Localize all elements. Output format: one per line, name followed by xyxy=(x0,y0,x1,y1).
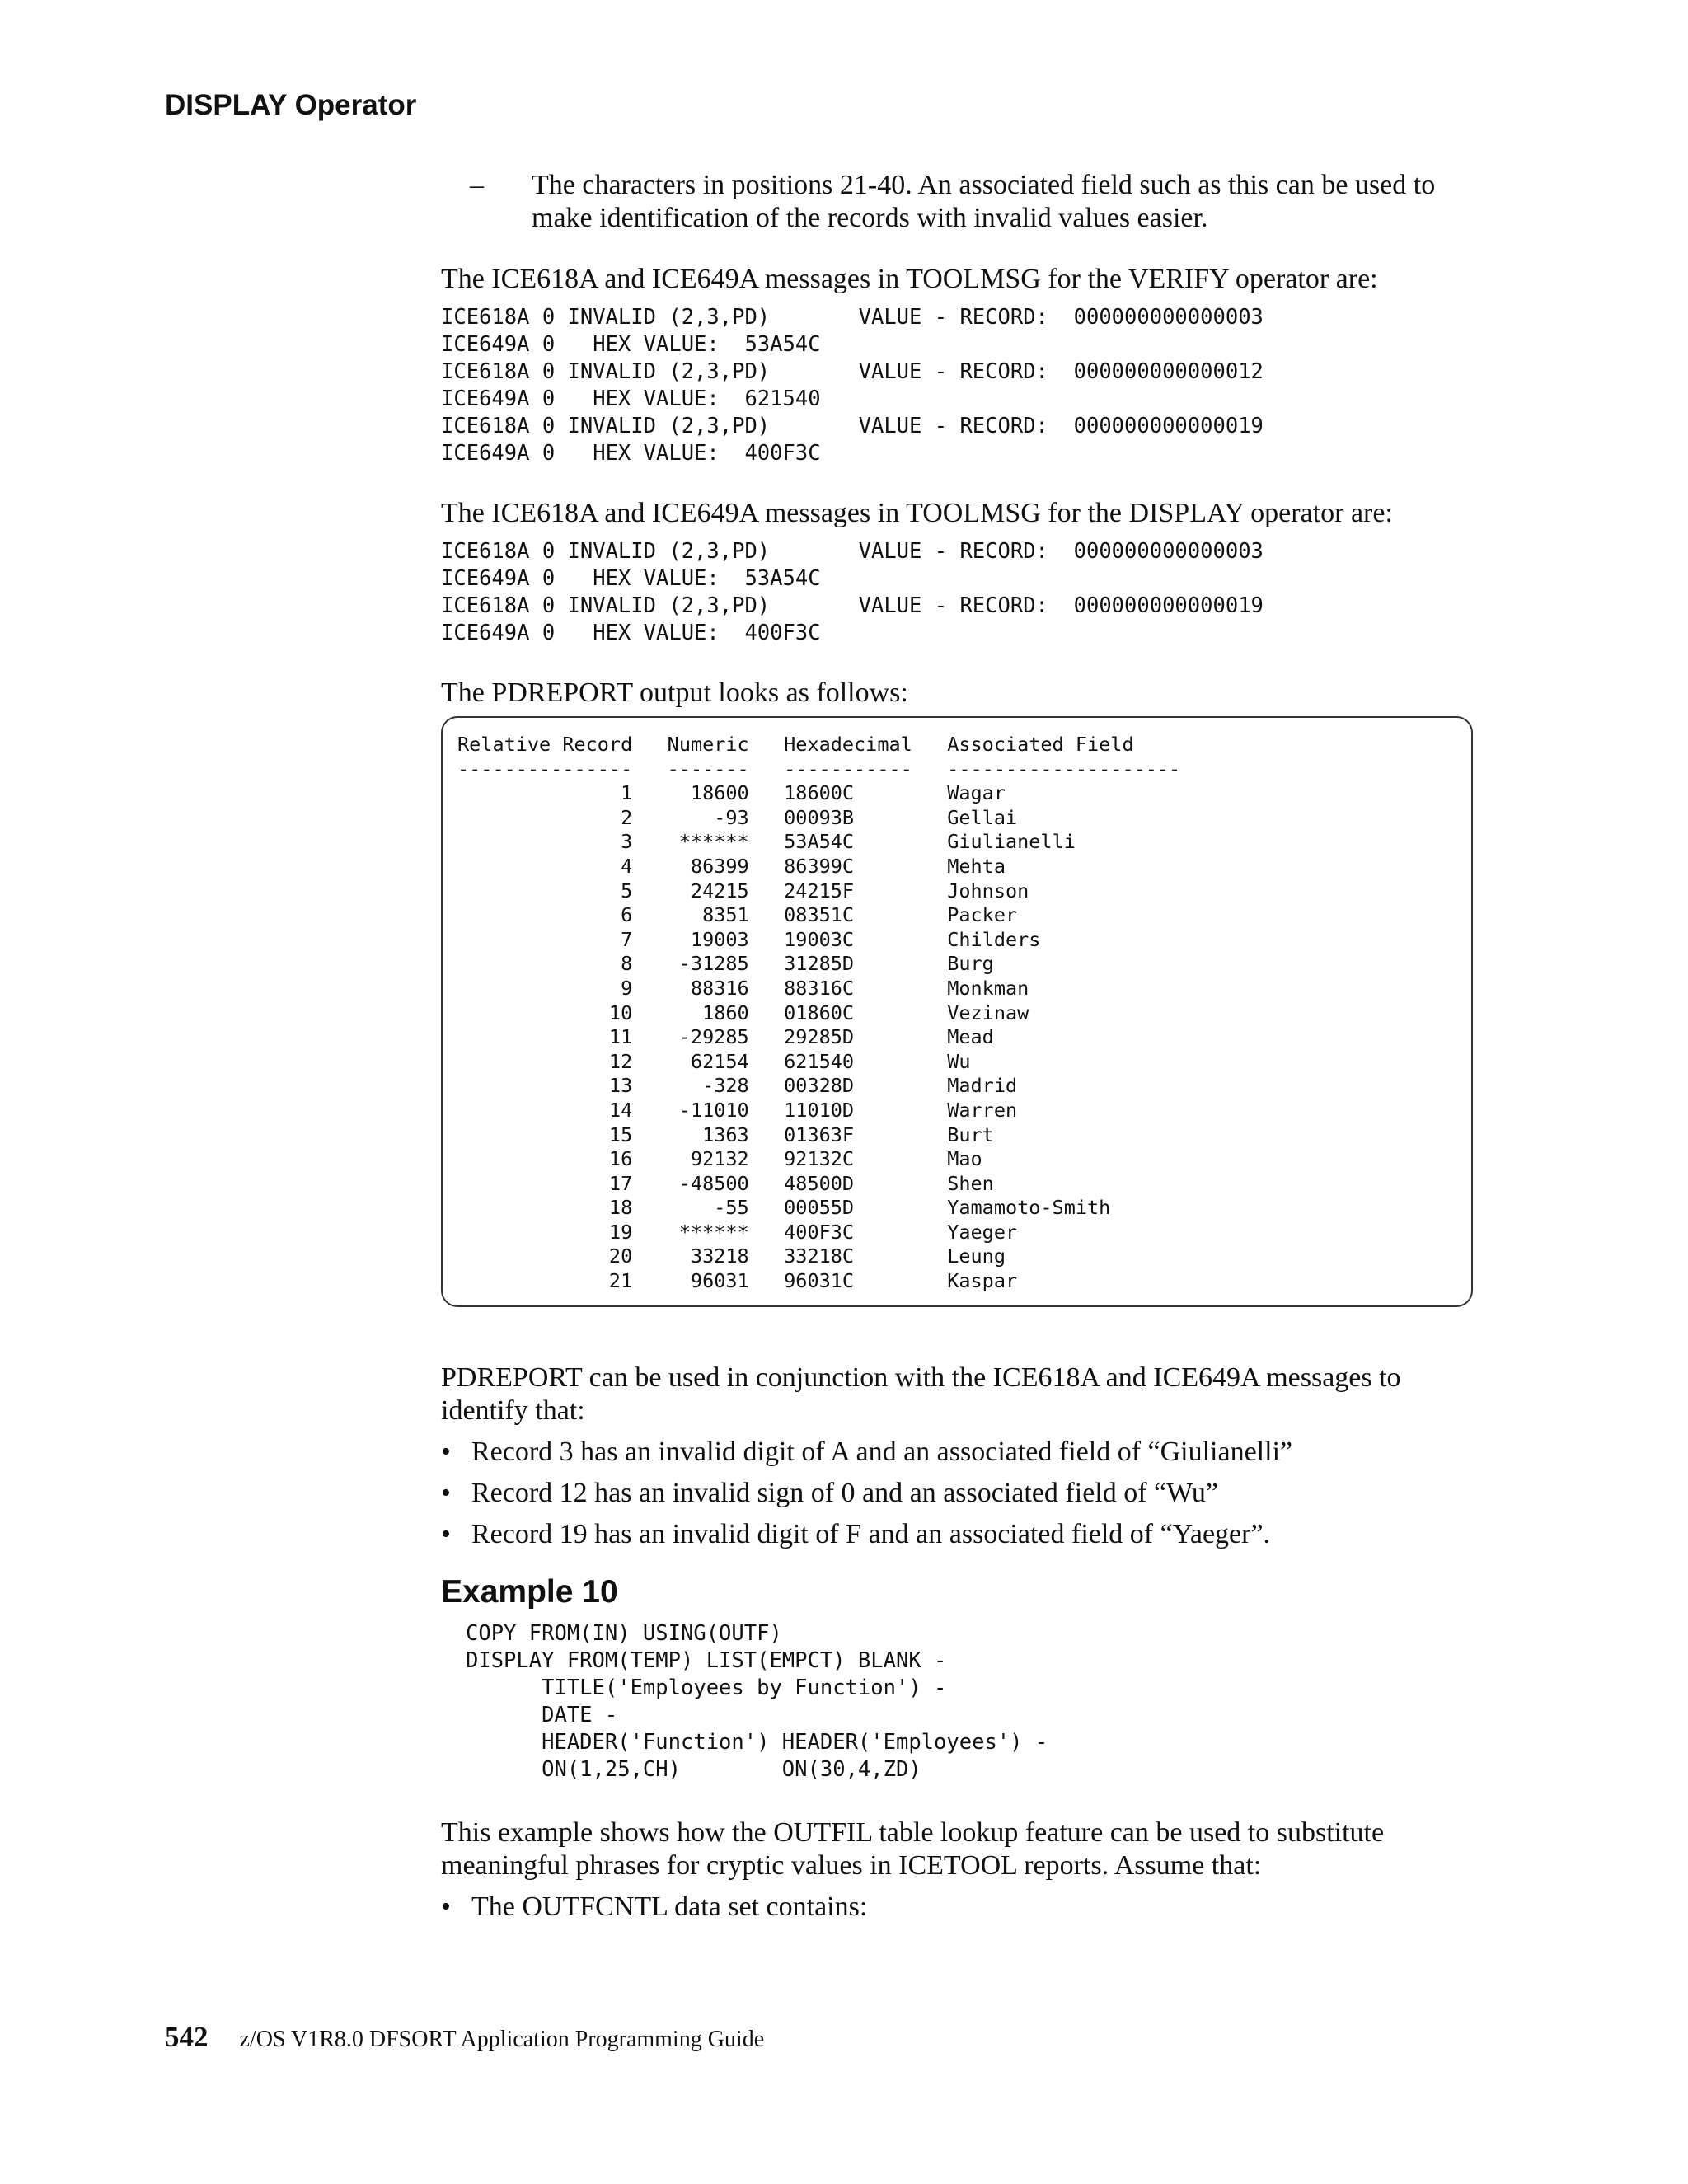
list-item xyxy=(441,1518,1488,1551)
page-number: 542 xyxy=(165,2021,209,2053)
outfil-paragraph: This example shows how the OUTFIL table lookup feature can be used to substitute meaningful phrases for cryptic values in ICETOOL reports. Assume that: xyxy=(441,1816,1385,1881)
pdreport-output-box xyxy=(441,716,1473,1307)
page-content xyxy=(441,169,1488,1924)
page-footer xyxy=(165,2021,764,2054)
finding-text: Record 12 has an invalid sign of 0 and an associated field of “Wu” xyxy=(471,1477,1218,1508)
finding-text: Record 19 has an invalid digit of F and an associated field of “Yaeger”. xyxy=(471,1518,1271,1549)
list-item xyxy=(441,1891,1488,1924)
bullet-marker: • xyxy=(441,1436,451,1467)
findings-list xyxy=(441,1436,1488,1551)
running-head-title: DISPLAY Operator xyxy=(165,89,417,121)
list-item xyxy=(441,1436,1488,1469)
outfcntl-list xyxy=(441,1891,1488,1924)
dash-item-text: The characters in positions 21-40. An associated field such as this can be used to make identification of the records with invalid values easier. xyxy=(532,170,1436,233)
bullet-marker: • xyxy=(441,1518,451,1549)
pdreport-intro-paragraph: The PDREPORT output looks as follows: xyxy=(441,677,908,708)
display-intro-paragraph: The ICE618A and ICE649A messages in TOOLMSG for the DISPLAY operator are: xyxy=(441,498,1393,528)
verify-intro-paragraph: The ICE618A and ICE649A messages in TOOLMSG for the VERIFY operator are: xyxy=(441,264,1378,294)
example-code-block: COPY FROM(IN) USING(OUTF) DISPLAY FROM(TEMP) LIST(EMPCT) BLANK - TITLE('Employees by Function') - DATE - HEADER('Function') HEADER('Employees') - ON(1,25,CH) ON(30,4,ZD) xyxy=(466,1620,1048,1782)
book-title: z/OS V1R8.0 DFSORT Application Programming Guide xyxy=(239,2027,765,2052)
list-item xyxy=(441,1477,1488,1510)
dash-marker: – xyxy=(470,170,484,200)
outfcntl-text: The OUTFCNTL data set contains: xyxy=(471,1891,868,1922)
bullet-marker: • xyxy=(441,1891,451,1922)
display-messages-code: ICE618A 0 INVALID (2,3,PD) VALUE - RECORD: 000000000000003 ICE649A 0 HEX VALUE: 53A54C ICE618A 0 INVALID (2,3,PD) VALUE - RECORD: 000000000000019 ICE649A 0 HEX VALUE: 400F3C xyxy=(441,539,1264,645)
finding-text: Record 3 has an invalid digit of A and an associated field of “Giulianelli” xyxy=(471,1436,1293,1467)
bullet-marker: • xyxy=(441,1477,451,1508)
pdreport-output-code: Relative Record Numeric Hexadecimal Associated Field --------------- ------- ----------- -------------------- 1 18600 18600C Wagar 2 -93 00093B Gellai 3 ****** 53A54C Giulianelli 4 86399 86399C Mehta 5 24215 24215F Johnson 6 8351 08351C Packer 7 19003 19003C Childers 8 -31285 31285D Burg 9 88316 88316C Monkman 10 1860 01860C Vezinaw 11 -29285 29285D Mead 12 62154 621540 Wu 13 -328 00328D Madrid 14 -11010 11010D Warren 15 1363 01363F Burt 16 92132 92132C Mao 17 -48500 48500D Shen 18 -55 00055D Yamamoto-Smith 19 ****** 400F3C Yaeger 20 33218 33218C Leung 21 96031 96031C Kaspar xyxy=(457,733,1181,1293)
verify-messages-code: ICE618A 0 INVALID (2,3,PD) VALUE - RECORD: 000000000000003 ICE649A 0 HEX VALUE: 53A54C ICE618A 0 INVALID (2,3,PD) VALUE - RECORD: 000000000000012 ICE649A 0 HEX VALUE: 621540 ICE618A 0 INVALID (2,3,PD) VALUE - RECORD: 000000000000019 ICE649A 0 HEX VALUE: 400F3C xyxy=(441,305,1264,466)
example-heading: Example 10 xyxy=(441,1573,618,1610)
conjunction-paragraph: PDREPORT can be used in conjunction with the ICE618A and ICE649A messages to identify that: xyxy=(441,1361,1401,1426)
dash-list-item xyxy=(470,169,1488,235)
